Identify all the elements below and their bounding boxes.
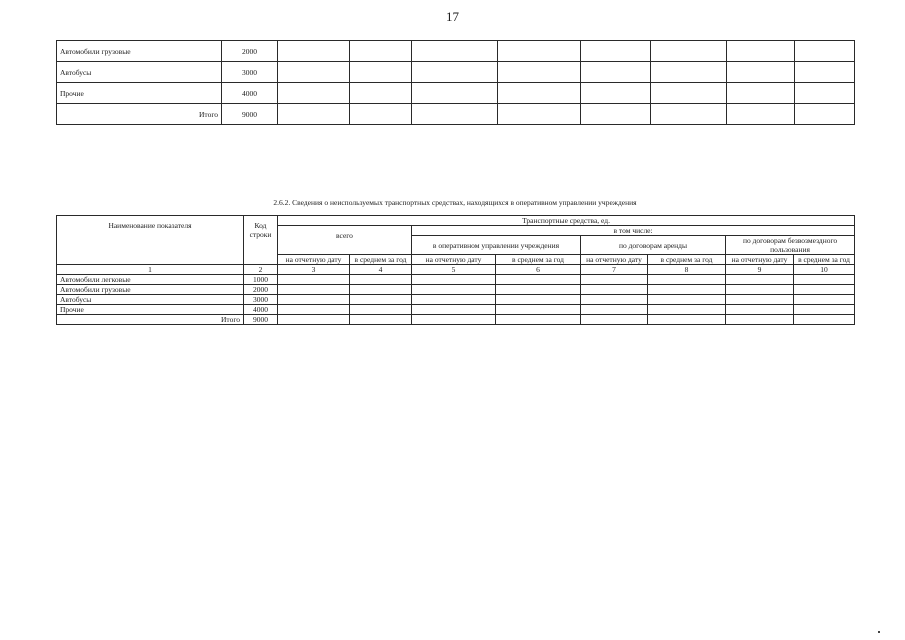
- data-cell[interactable]: [278, 275, 350, 285]
- data-cell[interactable]: [278, 295, 350, 305]
- row-code: 2000: [222, 41, 278, 62]
- header-vehicles: Транспортные средства, ед.: [278, 216, 855, 226]
- table-row: [57, 275, 855, 285]
- data-cell[interactable]: [727, 83, 795, 104]
- data-cell[interactable]: [727, 62, 795, 83]
- data-cell[interactable]: [350, 83, 412, 104]
- data-cell[interactable]: [581, 41, 651, 62]
- data-cell[interactable]: [496, 315, 581, 325]
- table-row: [57, 83, 855, 104]
- header-at-date: на отчетную дату: [412, 255, 496, 265]
- header-operational: в оперативном управлении учреждения: [412, 236, 581, 255]
- data-cell[interactable]: [581, 62, 651, 83]
- data-cell[interactable]: [412, 295, 496, 305]
- data-cell[interactable]: [794, 295, 855, 305]
- data-cell[interactable]: [412, 41, 498, 62]
- row-code: 3000: [222, 62, 278, 83]
- row-code: 9000: [222, 104, 278, 125]
- row-label: Автомобили грузовые: [57, 41, 222, 62]
- data-cell[interactable]: [795, 83, 855, 104]
- data-cell[interactable]: [726, 275, 794, 285]
- row-code: 1000: [244, 275, 278, 285]
- table-row-total: [57, 315, 855, 325]
- data-cell[interactable]: [412, 104, 498, 125]
- data-cell[interactable]: [496, 295, 581, 305]
- data-cell[interactable]: [727, 104, 795, 125]
- header-at-date: на отчетную дату: [278, 255, 350, 265]
- data-cell[interactable]: [651, 62, 727, 83]
- header-at-date: на отчетную дату: [726, 255, 794, 265]
- row-label: Прочие: [57, 83, 222, 104]
- data-cell[interactable]: [350, 285, 412, 295]
- data-cell[interactable]: [350, 305, 412, 315]
- data-cell[interactable]: [350, 275, 412, 285]
- row-label: Автомобили легковые: [57, 275, 244, 285]
- table-row-total: [57, 104, 855, 125]
- data-cell[interactable]: [350, 62, 412, 83]
- column-number: 2: [244, 265, 278, 275]
- column-number: 7: [581, 265, 648, 275]
- data-cell[interactable]: [651, 83, 727, 104]
- data-cell[interactable]: [651, 104, 727, 125]
- row-code: 4000: [244, 305, 278, 315]
- column-number: 5: [412, 265, 496, 275]
- column-number: 10: [794, 265, 855, 275]
- data-cell[interactable]: [278, 41, 350, 62]
- row-label: Прочие: [57, 305, 244, 315]
- header-free-use: по договорам безвозмездного пользования: [726, 236, 855, 255]
- table-row: [57, 295, 855, 305]
- data-cell[interactable]: [496, 275, 581, 285]
- column-number: 4: [350, 265, 412, 275]
- row-label: Итого: [57, 104, 222, 125]
- data-cell[interactable]: [581, 285, 648, 295]
- data-cell[interactable]: [496, 285, 581, 295]
- data-cell[interactable]: [726, 285, 794, 295]
- header-avg-year: в среднем за год: [496, 255, 581, 265]
- data-cell[interactable]: [412, 62, 498, 83]
- data-cell[interactable]: [498, 104, 581, 125]
- table-row: [57, 62, 855, 83]
- row-code: 9000: [244, 315, 278, 325]
- data-cell[interactable]: [794, 285, 855, 295]
- header-total: всего: [278, 226, 412, 255]
- data-cell[interactable]: [581, 104, 651, 125]
- row-code: 3000: [244, 295, 278, 305]
- header-at-date: на отчетную дату: [581, 255, 648, 265]
- data-cell[interactable]: [412, 305, 496, 315]
- data-cell[interactable]: [278, 62, 350, 83]
- data-cell[interactable]: [412, 83, 498, 104]
- data-cell[interactable]: [795, 62, 855, 83]
- data-cell[interactable]: [412, 315, 496, 325]
- data-cell[interactable]: [726, 305, 794, 315]
- header-including: в том числе:: [412, 226, 855, 236]
- data-cell[interactable]: [350, 315, 412, 325]
- column-number-row: [57, 265, 855, 275]
- header-indicator: Наименование показателя: [57, 216, 244, 265]
- data-cell[interactable]: [581, 295, 648, 305]
- column-number: 3: [278, 265, 350, 275]
- data-cell[interactable]: [648, 305, 726, 315]
- section-title: 2.6.2. Сведения о неиспользуемых транспортных средствах, находящихся в оперативном управлении учреждения: [273, 198, 637, 207]
- data-cell[interactable]: [350, 41, 412, 62]
- data-cell[interactable]: [581, 275, 648, 285]
- data-cell[interactable]: [726, 295, 794, 305]
- data-cell[interactable]: [648, 295, 726, 305]
- header-lease: по договорам аренды: [581, 236, 726, 255]
- row-code: 2000: [244, 285, 278, 295]
- scan-mark: [878, 631, 880, 633]
- data-cell[interactable]: [498, 83, 581, 104]
- data-cell[interactable]: [581, 83, 651, 104]
- data-cell[interactable]: [498, 41, 581, 62]
- row-label: Автобусы: [57, 295, 244, 305]
- data-cell[interactable]: [794, 305, 855, 315]
- row-label: Автомобили грузовые: [57, 285, 244, 295]
- data-cell[interactable]: [498, 62, 581, 83]
- row-label: Итого: [57, 315, 244, 325]
- data-cell[interactable]: [581, 305, 648, 315]
- table-row: [57, 41, 855, 62]
- data-cell[interactable]: [648, 285, 726, 295]
- data-cell[interactable]: [581, 315, 648, 325]
- table-row: [57, 305, 855, 315]
- data-cell[interactable]: [794, 315, 855, 325]
- header-avg-year: в среднем за год: [648, 255, 726, 265]
- data-cell[interactable]: [795, 41, 855, 62]
- data-cell[interactable]: [278, 315, 350, 325]
- data-cell[interactable]: [648, 275, 726, 285]
- row-code: 4000: [222, 83, 278, 104]
- data-cell[interactable]: [496, 305, 581, 315]
- column-number: 9: [726, 265, 794, 275]
- data-cell[interactable]: [350, 104, 412, 125]
- column-number: 6: [496, 265, 581, 275]
- table-row: [57, 285, 855, 295]
- data-cell[interactable]: [412, 285, 496, 295]
- header-avg-year: в среднем за год: [794, 255, 855, 265]
- header-avg-year: в среднем за год: [350, 255, 412, 265]
- data-cell[interactable]: [278, 305, 350, 315]
- data-cell[interactable]: [278, 285, 350, 295]
- column-number: 1: [57, 265, 244, 275]
- data-cell[interactable]: [795, 104, 855, 125]
- unused-vehicles-table: [56, 215, 855, 325]
- data-cell[interactable]: [726, 315, 794, 325]
- data-cell[interactable]: [412, 275, 496, 285]
- data-cell[interactable]: [651, 41, 727, 62]
- data-cell[interactable]: [350, 295, 412, 305]
- header-row: [57, 216, 855, 226]
- header-code: Код строки: [244, 216, 278, 265]
- data-cell[interactable]: [278, 104, 350, 125]
- data-cell[interactable]: [727, 41, 795, 62]
- page-number: 17: [446, 9, 459, 24]
- column-number: 8: [648, 265, 726, 275]
- row-label: Автобусы: [57, 62, 222, 83]
- data-cell[interactable]: [794, 275, 855, 285]
- vehicles-table-continuation: [56, 40, 855, 125]
- data-cell[interactable]: [648, 315, 726, 325]
- data-cell[interactable]: [278, 83, 350, 104]
